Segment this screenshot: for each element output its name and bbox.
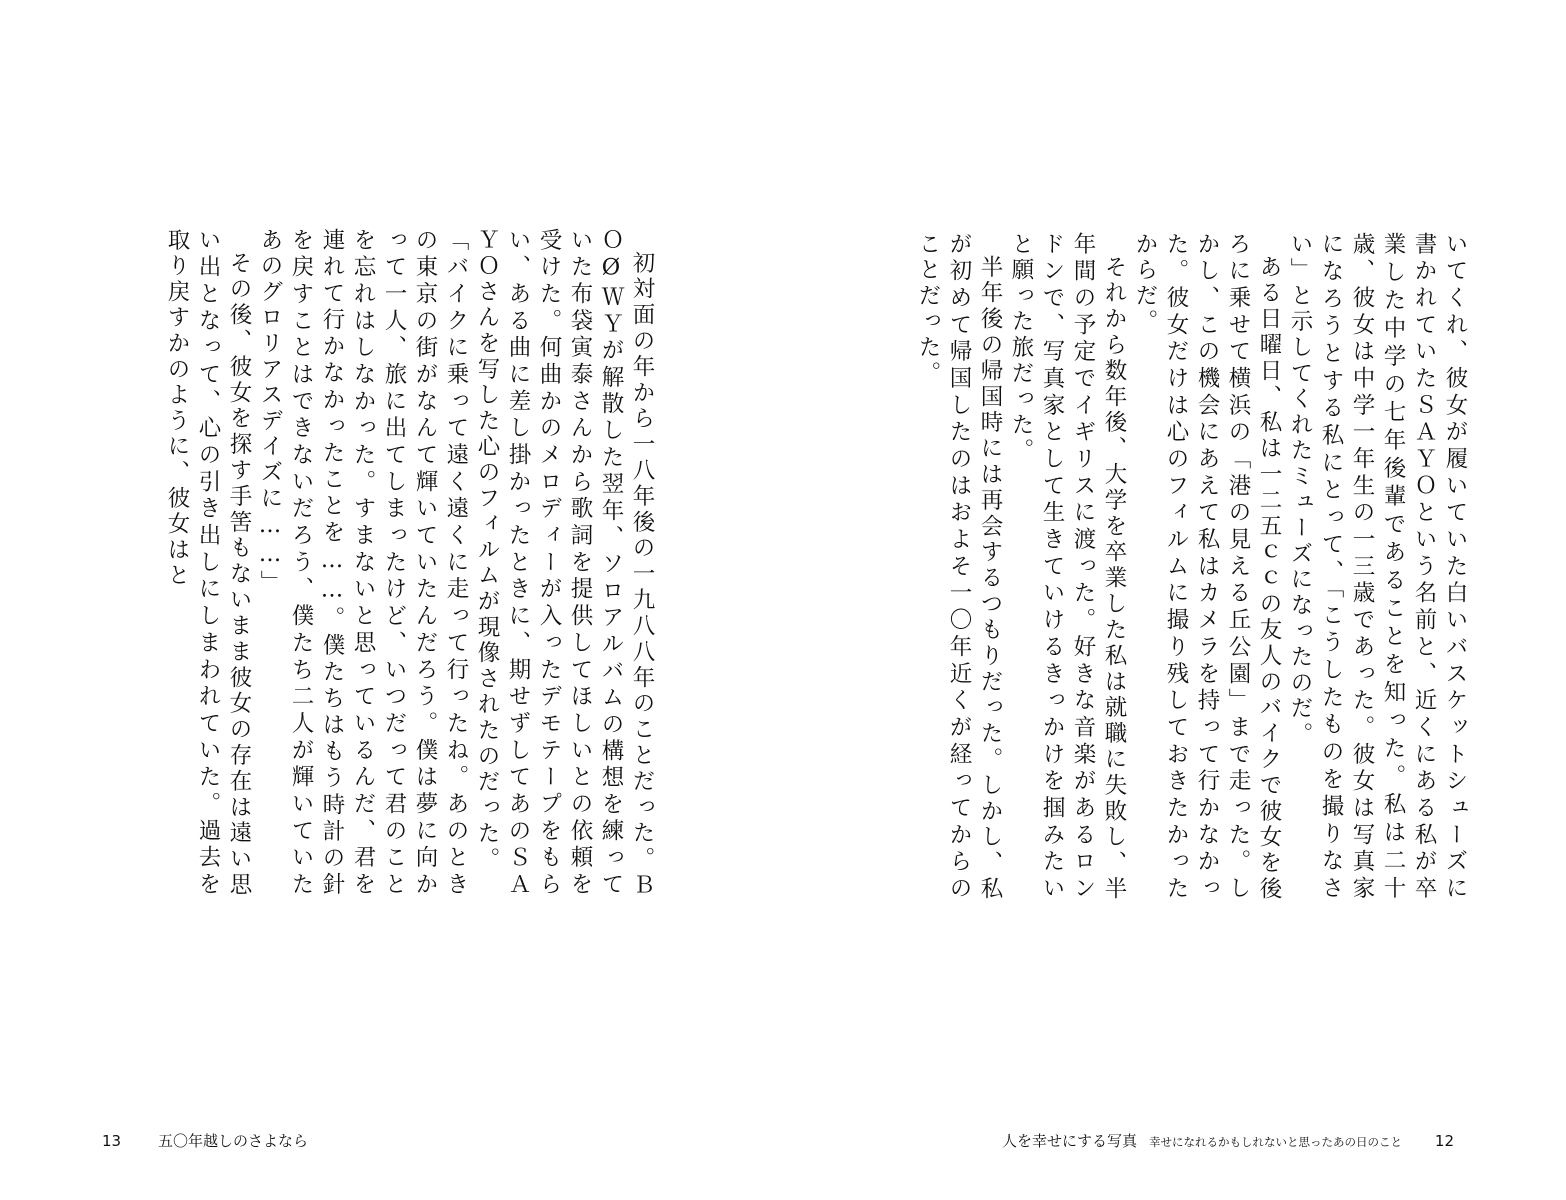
right-running-title: 人を幸せにする写真	[1001, 1132, 1137, 1150]
right-paragraph-3: それから数年後、大学を卒業した私は就職に失敗し、半年間の予定でイギリスに渡った。好きな音楽があるロンドンで、写真家として生きていけるきっかけを掴みたいと願った旅だった。	[1008, 232, 1127, 902]
right-paragraph-1: いてくれ、彼女が履いていた白いバスケットシューズに書かれていたＳＡＹＯという名前と、近くにある私が卒業した中学の七年後輩であることを知った。私は二十歳、彼女は中学一年生の一三歳であった。彼女は写真家になろうとする私にとって、「こうしたものを撮りなさい」と示してくれたミューズになったのだ。	[1287, 232, 1468, 902]
left-paragraph-3: その後、彼女を探す手筈もないまま彼女の存在は遠い思い出となって、心の引き出しにしまわれていた。過去を取り戻すかのように、彼女はと	[164, 228, 252, 898]
right-page-number: 12	[1434, 1132, 1454, 1150]
right-running-subtitle: 幸せになれるかもしれないと思ったあの日のこと	[1149, 1135, 1402, 1149]
left-paragraph-1: 初対面の年から一八年後の一九八八年のことだった。ＢＯØＷＹが解散した翌年、ソロアルバムの構想を練っていた布袋寅泰さんから歌詞を提供してほしいとの依頼を受けた。何曲かのメロディーが入ったデモテープをもらい、ある曲に差し掛かったときに、期せずしてあのＳＡＹＯさんを写した心のフィルムが現像されたのだった。	[474, 228, 655, 898]
left-paragraph-2: 「バイクに乗って遠く遠くに走って行ったね。あのときの東京の街がなんて輝いていたんだろう。僕は夢に向かって一人、旅に出てしまったけど、いつだって君のことを忘れはしなかった。すまないと思っているんだ、君を連れて行かなかったことを……。僕たちはもう時計の針を戻すことはできないだろう、僕たち二人が輝いていたあのグロリアスデイズに……」	[257, 228, 469, 898]
right-page-body	[900, 232, 1470, 902]
left-page-number: 13	[102, 1132, 122, 1150]
left-running-title: 五〇年越しのさよなら	[158, 1132, 309, 1150]
right-running-header	[1002, 1132, 1402, 1151]
left-page-body	[92, 228, 657, 898]
right-paragraph-2: ある日曜日、私は一二五ｃｃの友人のバイクで彼女を後ろに乗せて横浜の「港の見える丘公園」まで走った。しかし、この機会にあえて私はカメラを持って行かなかった。彼女だけは心のフィルムに撮り残しておきたかったからだ。	[1132, 232, 1282, 902]
right-paragraph-4: 半年後の帰国時には再会するつもりだった。しかし、私が初めて帰国したのはおよそ一〇年近くが経ってからのことだった。	[915, 232, 1003, 902]
right-page	[783, 0, 1566, 1200]
